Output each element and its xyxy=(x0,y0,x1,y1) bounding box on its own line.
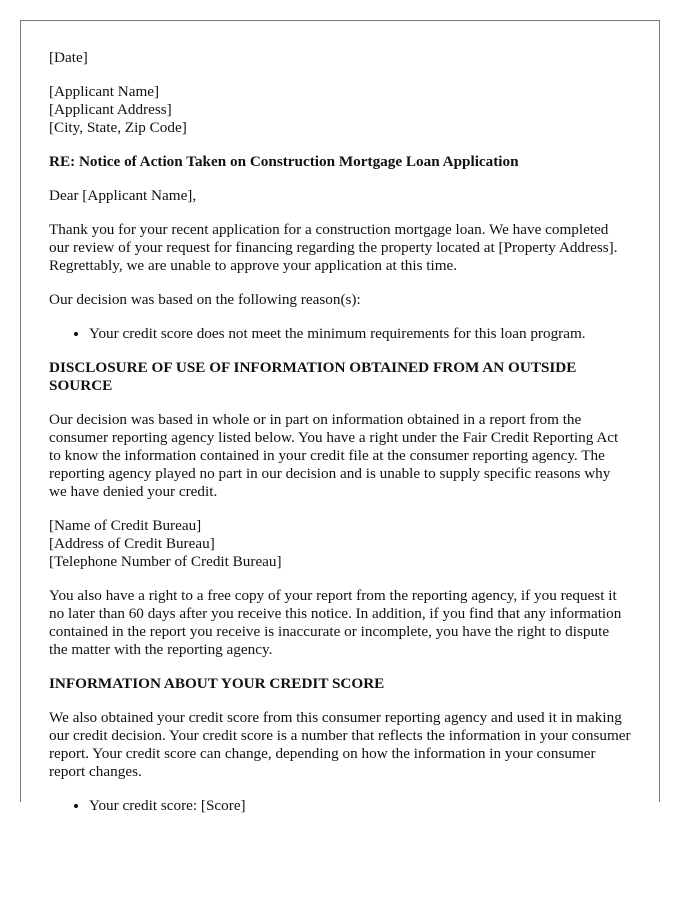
applicant-city-state-zip: [City, State, Zip Code] xyxy=(49,119,187,136)
credit-score-paragraph: We also obtained your credit score from this consumer reporting agency and used it in making our credit decision. Your credit score is a number that reflects the information in your consumer report. Your credit score can change, depending on how the information in your consumer report changes. xyxy=(49,709,631,780)
letter-content xyxy=(21,21,659,815)
salutation: Dear [Applicant Name], xyxy=(49,187,197,204)
disclosure-heading: DISCLOSURE OF USE OF INFORMATION OBTAINED FROM AN OUTSIDE SOURCE xyxy=(49,359,577,394)
disclosure-paragraph: Our decision was based in whole or in part on information obtained in a report from the consumer reporting agency listed below. You have a right under the Fair Credit Reporting Act to know the information contained in your credit file at the consumer reporting agency. The reporting agency played no part in our decision and is unable to supply specific reasons why we have denied your credit. xyxy=(49,411,619,500)
credit-bureau-phone: [Telephone Number of Credit Bureau] xyxy=(49,553,282,570)
intro-paragraph: Thank you for your recent application for a construction mortgage loan. We have completed our review of your request for financing regarding the property located at [Property Address]. Regrettably, we are unable to approve your application at this time. xyxy=(49,221,618,274)
rights-paragraph: You also have a right to a free copy of your report from the reporting agency, if you request it no later than 60 days after you receive this notice. In addition, if you find that any information contained in the report you receive is inaccurate or incomplete, you have the right to dispute the matter with the reporting agency. xyxy=(49,587,622,658)
letter-date: [Date] xyxy=(49,49,88,66)
credit-score-list xyxy=(49,797,631,815)
credit-bureau-address: [Address of Credit Bureau] xyxy=(49,535,215,552)
credit-score-item: • Your credit score: [Score] xyxy=(89,797,631,815)
credit-score-heading: INFORMATION ABOUT YOUR CREDIT SCORE xyxy=(49,675,385,692)
credit-bureau-name: [Name of Credit Bureau] xyxy=(49,517,202,534)
reasons-intro: Our decision was based on the following reason(s): xyxy=(49,291,361,308)
credit-bureau-block xyxy=(49,517,631,571)
letter-page xyxy=(20,20,660,814)
reasons-list xyxy=(49,325,631,343)
applicant-address-block xyxy=(49,83,631,137)
reason-item: • Your credit score does not meet the minimum requirements for this loan program. xyxy=(89,325,631,343)
subject-line: RE: Notice of Action Taken on Construction Mortgage Loan Application xyxy=(49,153,519,170)
applicant-name: [Applicant Name] xyxy=(49,83,160,100)
applicant-address: [Applicant Address] xyxy=(49,101,172,118)
